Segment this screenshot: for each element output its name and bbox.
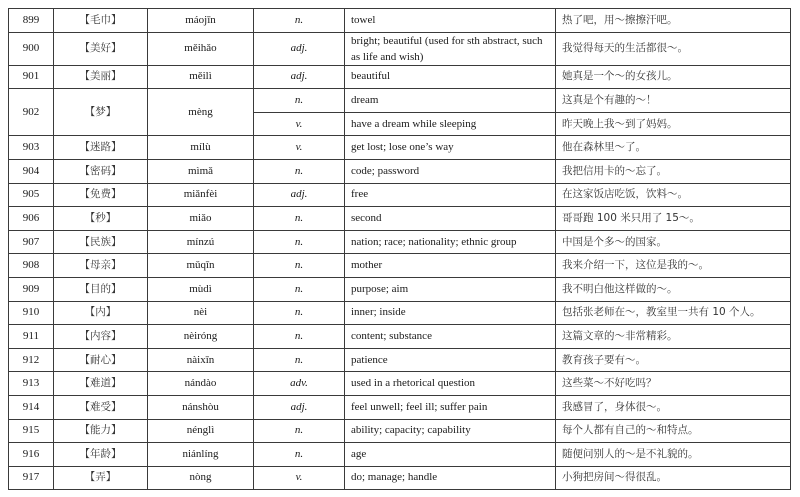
example-sentence: 我不明白他这样做的～。 [556,277,791,301]
vocab-row [9,466,791,490]
definition: get lost; lose one’s way [345,136,556,160]
headword: 【迷路】 [54,136,148,160]
vocab-row [9,419,791,443]
pinyin: mínzú [148,230,254,254]
example-sentence: 随便问别人的～是不礼貌的。 [556,443,791,467]
pinyin: miǎo [148,207,254,231]
example-sentence: 他在森林里～了。 [556,136,791,160]
entry-number: 900 [9,32,54,65]
definition: second [345,207,556,231]
headword: 【母亲】 [54,254,148,278]
headword: 【美丽】 [54,65,148,89]
definition: age [345,443,556,467]
example-sentence: 我把信用卡的～忘了。 [556,159,791,183]
entry-number: 913 [9,372,54,396]
part-of-speech: n. [254,443,345,467]
part-of-speech: n. [254,277,345,301]
headword: 【能力】 [54,419,148,443]
headword: 【难受】 [54,395,148,419]
entry-number: 915 [9,419,54,443]
vocab-row [9,65,791,89]
part-of-speech: n. [254,230,345,254]
headword: 【梦】 [54,89,148,136]
example-sentence: 中国是个多～的国家。 [556,230,791,254]
pinyin: nénglì [148,419,254,443]
definition: nation; race; nationality; ethnic group [345,230,556,254]
vocab-row [9,159,791,183]
part-of-speech: n. [254,348,345,372]
entry-number: 899 [9,9,54,33]
headword: 【目的】 [54,277,148,301]
part-of-speech: adj. [254,32,345,65]
vocab-row [9,9,791,33]
definition: ability; capacity; capability [345,419,556,443]
example-sentence: 这些菜～不好吃吗？ [556,372,791,396]
example-sentence: 教育孩子要有～。 [556,348,791,372]
part-of-speech: n. [254,207,345,231]
pinyin: nánshòu [148,395,254,419]
definition: bright; beautiful (used for sth abstract, such as life and wish) [345,32,556,65]
vocab-row [9,372,791,396]
part-of-speech: v. [254,466,345,490]
example-sentence: 她真是一个～的女孩儿。 [556,65,791,89]
pinyin: nèi [148,301,254,325]
definition: patience [345,348,556,372]
pinyin: nándào [148,372,254,396]
definition: have a dream while sleeping [345,112,556,136]
vocab-row [9,207,791,231]
vocab-row [9,32,791,65]
vocabulary-table [8,8,791,490]
pinyin: měihǎo [148,32,254,65]
definition: content; substance [345,325,556,349]
vocab-row [9,443,791,467]
pinyin: nèiróng [148,325,254,349]
definition: feel unwell; feel ill; suffer pain [345,395,556,419]
definition: do; manage; handle [345,466,556,490]
part-of-speech: n. [254,301,345,325]
entry-number: 909 [9,277,54,301]
pinyin: měilì [148,65,254,89]
vocab-row [9,183,791,207]
definition: inner; inside [345,301,556,325]
example-sentence: 包括张老师在～，教室里一共有 10 个人。 [556,301,791,325]
example-sentence: 我来介绍一下，这位是我的～。 [556,254,791,278]
part-of-speech: n. [254,325,345,349]
part-of-speech: adj. [254,183,345,207]
example-sentence: 哥哥跑 100 米只用了 15～。 [556,207,791,231]
entry-number: 901 [9,65,54,89]
entry-number: 910 [9,301,54,325]
definition: mother [345,254,556,278]
definition: used in a rhetorical question [345,372,556,396]
example-sentence: 这篇文章的～非常精彩。 [556,325,791,349]
pinyin: mùdì [148,277,254,301]
headword: 【密码】 [54,159,148,183]
entry-number: 911 [9,325,54,349]
entry-number: 907 [9,230,54,254]
vocab-row [9,254,791,278]
definition: code; password [345,159,556,183]
part-of-speech: v. [254,136,345,160]
example-sentence: 我感冒了，身体很～。 [556,395,791,419]
headword: 【美好】 [54,32,148,65]
vocab-row [9,325,791,349]
headword: 【免费】 [54,183,148,207]
headword: 【年龄】 [54,443,148,467]
pinyin: miǎnfèi [148,183,254,207]
definition: towel [345,9,556,33]
entry-number: 903 [9,136,54,160]
headword: 【难道】 [54,372,148,396]
part-of-speech: n. [254,159,345,183]
part-of-speech: n. [254,419,345,443]
vocab-row [9,136,791,160]
pinyin: mèng [148,89,254,136]
pinyin: nàixīn [148,348,254,372]
entry-number: 905 [9,183,54,207]
definition: beautiful [345,65,556,89]
entry-number: 916 [9,443,54,467]
entry-number: 908 [9,254,54,278]
entry-number: 917 [9,466,54,490]
pinyin: nòng [148,466,254,490]
definition: dream [345,89,556,113]
vocab-row [9,89,791,113]
headword: 【弄】 [54,466,148,490]
part-of-speech: n. [254,254,345,278]
entry-number: 912 [9,348,54,372]
example-sentence: 昨天晚上我～到了妈妈。 [556,112,791,136]
vocab-row [9,230,791,254]
part-of-speech: adv. [254,372,345,396]
example-sentence: 小狗把房间～得很乱。 [556,466,791,490]
vocab-row [9,395,791,419]
vocab-row [9,348,791,372]
vocab-row [9,277,791,301]
vocabulary-table-body [9,9,791,490]
entry-number: 904 [9,159,54,183]
part-of-speech: v. [254,112,345,136]
headword: 【毛巾】 [54,9,148,33]
example-sentence: 每个人都有自己的～和特点。 [556,419,791,443]
headword: 【内容】 [54,325,148,349]
pinyin: niánlíng [148,443,254,467]
entry-number: 906 [9,207,54,231]
entry-number: 914 [9,395,54,419]
pinyin: máojīn [148,9,254,33]
pinyin: mìmǎ [148,159,254,183]
example-sentence: 我觉得每天的生活都很～。 [556,32,791,65]
headword: 【内】 [54,301,148,325]
entry-number: 902 [9,89,54,136]
example-sentence: 热了吧，用～擦擦汗吧。 [556,9,791,33]
part-of-speech: adj. [254,65,345,89]
headword: 【秒】 [54,207,148,231]
definition: purpose; aim [345,277,556,301]
part-of-speech: n. [254,89,345,113]
pinyin: mílù [148,136,254,160]
pinyin: mǔqīn [148,254,254,278]
headword: 【民族】 [54,230,148,254]
part-of-speech: adj. [254,395,345,419]
definition: free [345,183,556,207]
vocab-row [9,301,791,325]
part-of-speech: n. [254,9,345,33]
example-sentence: 在这家饭店吃饭，饮料～。 [556,183,791,207]
example-sentence: 这真是个有趣的～！ [556,89,791,113]
headword: 【耐心】 [54,348,148,372]
